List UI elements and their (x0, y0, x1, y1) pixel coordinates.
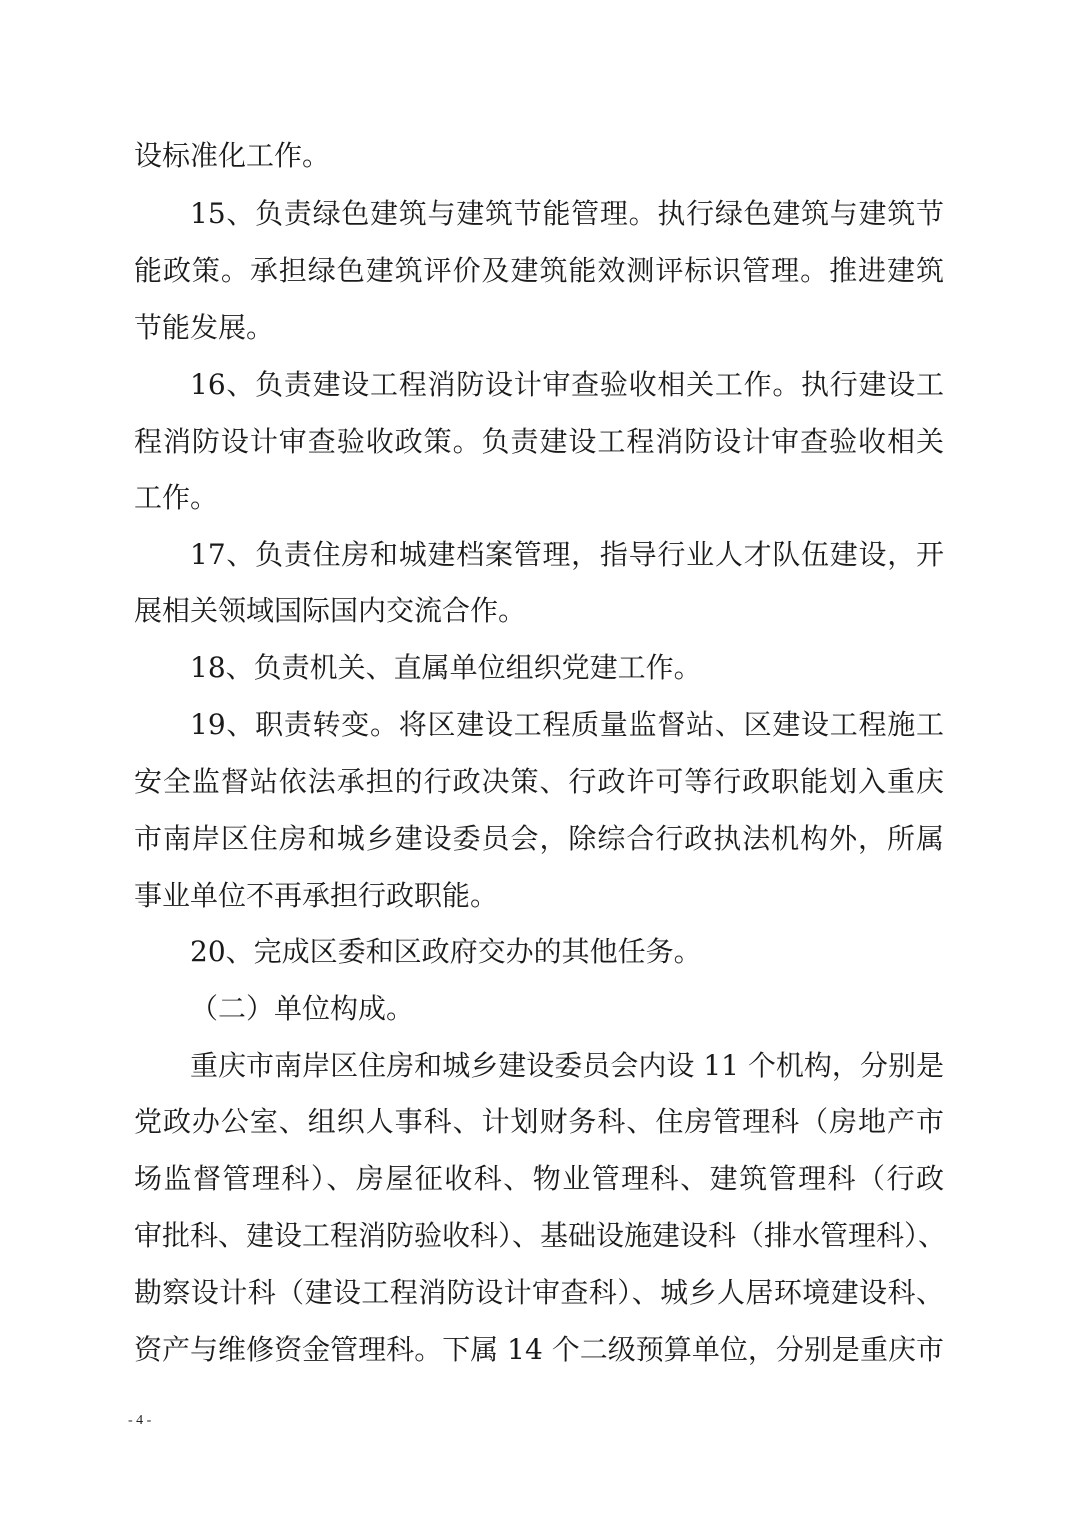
text-line: 17、负责住房和城建档案管理，指导行业人才队伍建设，开 (190, 538, 944, 571)
page-number: - 4 - (128, 1413, 152, 1428)
text-line: 20、完成区委和区政府交办的其他任务。 (190, 935, 702, 968)
text-line: 安全监督站依法承担的行政决策、行政许可等行政职能划入重庆 (134, 765, 944, 798)
text-line: 19、职责转变。将区建设工程质量监督站、区建设工程施工 (190, 708, 944, 741)
text-line: 16、负责建设工程消防设计审查验收相关工作。执行建设工 (190, 368, 944, 401)
text-line: 展相关领域国际国内交流合作。 (134, 594, 527, 627)
text-line: 勘察设计科（建设工程消防设计审查科）、城乡人居环境建设科、 (134, 1276, 944, 1309)
text-line: 18、负责机关、直属单位组织党建工作。 (190, 651, 702, 684)
text-line: 能政策。承担绿色建筑评价及建筑能效测评标识管理。推进建筑 (134, 254, 944, 287)
section-heading: （二）单位构成。 (190, 992, 415, 1025)
text-line: 场监督管理科）、房屋征收科、物业管理科、建筑管理科（行政 (134, 1162, 944, 1195)
text-line: 重庆市南岸区住房和城乡建设委员会内设 11 个机构，分别是 (190, 1049, 944, 1082)
text-line: 节能发展。 (134, 311, 275, 344)
text-line: 党政办公室、组织人事科、计划财务科、住房管理科（房地产市 (134, 1105, 944, 1138)
text-line: 事业单位不再承担行政职能。 (134, 879, 499, 912)
text-line: 资产与维修资金管理科。下属 14 个二级预算单位，分别是重庆市 (134, 1333, 944, 1366)
text-line: 15、负责绿色建筑与建筑节能管理。执行绿色建筑与建筑节 (190, 197, 944, 230)
text-line: 市南岸区住房和城乡建设委员会，除综合行政执法机构外，所属 (134, 822, 944, 855)
text-line: 设标准化工作。 (134, 139, 331, 172)
text-line: 审批科、建设工程消防验收科）、基础设施建设科（排水管理科）、 (134, 1219, 947, 1252)
text-line: 工作。 (134, 481, 219, 514)
text-line: 程消防设计审查验收政策。负责建设工程消防设计审查验收相关 (134, 425, 944, 458)
